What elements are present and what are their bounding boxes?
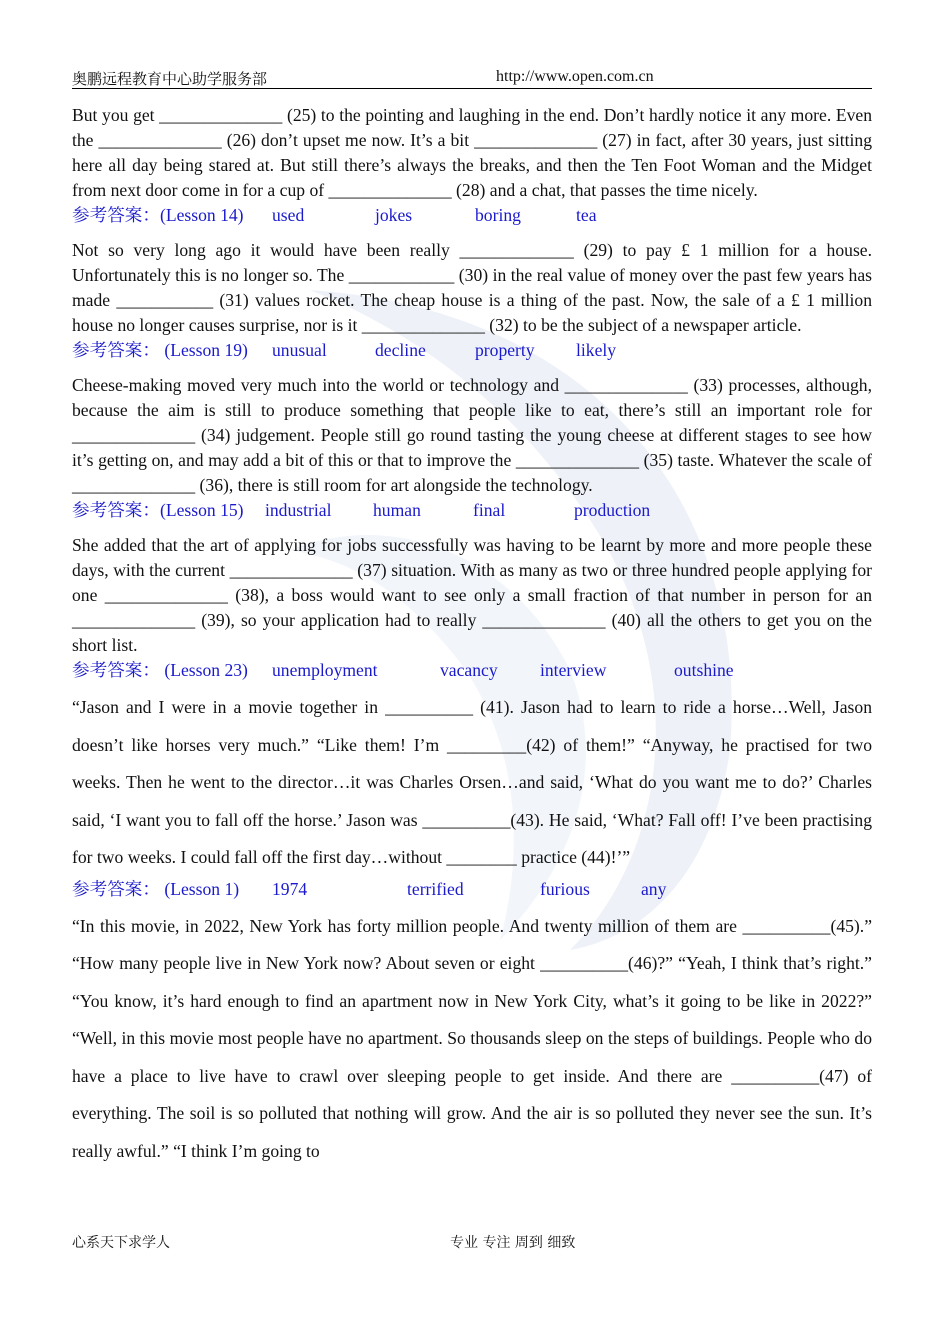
answer-word: unemployment	[272, 660, 378, 680]
answer-prefix: 参考答案：(Lesson 14)	[72, 205, 244, 225]
answer-word: tea	[576, 205, 597, 225]
answer-word: likely	[576, 340, 617, 360]
answer-word: human	[373, 500, 421, 520]
passage-lesson-14: But you get ______________ (25) to the pointing and laughing in the end. Don’t hardly notice it any more. Even the ______________ (26) don’t upset me now. It’s a bit ______________ (27) in fact, after 30 years, just sitting here all day being stared at. But still there’s always the breaks, and then the Ten Foot Woman and the Midget from next door come in for a cup of ______________ (28) and a chat, that passes the time nicely.	[72, 105, 872, 200]
answer-prefix: 参考答案： (Lesson 1)	[72, 878, 240, 899]
answer-word: jokes	[375, 205, 413, 225]
answer-prefix: 参考答案： (Lesson 23)	[72, 660, 248, 680]
passage-lesson-15: Cheese-making moved very much into the world or technology and ______________ (33) processes, although, because the aim is still to produce something that people like to eat, there’s still an important role for ______________ (34) judgement. People still go round tasting the young cheese at different stages to see how it’s getting on, and may add a bit of this or that to improve the ______________ (35) taste. Whatever the scale of ______________ (36), there is still room for art alongside the technology.	[72, 375, 872, 495]
answer-word: any	[641, 878, 667, 899]
answer-line-lesson-1	[72, 877, 872, 902]
answer-line-lesson-19	[72, 338, 872, 363]
answer-word: interview	[540, 660, 607, 680]
passage-lesson-19: Not so very long ago it would have been really _____________ (29) to pay £ 1 million for a house. Unfortunately this is no longer so. The ____________ (30) in the real value of money over the past few years has made ___________ (31) values rocket. The cheap house is a thing of the past. Now, the sale of a £ 1 million house no longer causes surprise, nor is it ______________ (32) to be the subject of a newspaper article.	[72, 240, 872, 335]
answer-line-lesson-14	[72, 203, 872, 228]
document-body	[72, 103, 872, 1170]
answer-word: production	[574, 500, 651, 520]
page-header	[72, 66, 872, 89]
answer-prefix: 参考答案： (Lesson 19)	[72, 340, 248, 360]
answer-word: outshine	[674, 660, 734, 680]
header-organization: 奥鹏远程教育中心助学服务部	[72, 70, 268, 88]
answer-word: unusual	[272, 340, 327, 360]
answer-word: 1974	[272, 878, 308, 899]
answer-word: vacancy	[440, 660, 498, 680]
answer-word: final	[473, 500, 506, 520]
answer-word: used	[272, 205, 305, 225]
passage-new-york-movie: “In this movie, in 2022, New York has forty million people. And twenty million of them are __________(45).” “How many people live in New York now? About seven or eight __________(46)?” “Yeah, I think that’s right.” “You know, it’s hard enough to find an apartment now in New York City, what’s it going to be like in 2022?” “Well, in this movie most people have no apartment. So thousands sleep on the steps of buildings. People who do have a place to live have to crawl over sleeping people to get inside. And there are __________(47) of everything. The soil is so polluted that nothing will grow. And the air is so polluted they never see the sun. It’s really awful.” “I think I’m going to	[72, 915, 872, 1161]
answer-word: furious	[540, 878, 590, 899]
answer-word: decline	[375, 340, 426, 360]
footer-slogan: 心系天下求学人	[72, 1235, 170, 1251]
answer-prefix: 参考答案：(Lesson 15)	[72, 500, 244, 520]
footer-motto: 专业 专注 周到 细致	[450, 1235, 576, 1251]
answer-word: property	[475, 340, 535, 360]
passage-lesson-1: “Jason and I were in a movie together in __________ (41). Jason had to learn to ride a horse…Well, Jason doesn’t like horses very much.” “Like them! I’m _________(42) of them!” “Anyway, he practised for two weeks. Then he went to the director…it was Charles Orsen…and said, ‘What do you want me to do?’ Charles said, ‘I want you to fall off the horse.’ Jason was __________(43). He said, ‘What? Fall off! I’ve been practising for two weeks. I could fall off the first day…without ________ practice (44)!’”	[72, 697, 872, 867]
header-url: http://www.open.com.cn	[496, 68, 654, 85]
answer-word: terrified	[407, 878, 464, 899]
passage-lesson-23: She added that the art of applying for jobs successfully was having to be learnt by more and more people these days, with the current ______________ (37) situation. With as many as two or three hundred people applying for one ______________ (38), a boss would want to see only a small fraction of that number in person for an ______________ (39), so your application had to really ______________ (40) all the others to get you on the short list.	[72, 535, 872, 655]
answer-word: boring	[475, 205, 521, 225]
answer-word: industrial	[265, 500, 332, 520]
answer-line-lesson-15	[72, 498, 872, 523]
answer-line-lesson-23	[72, 658, 872, 683]
